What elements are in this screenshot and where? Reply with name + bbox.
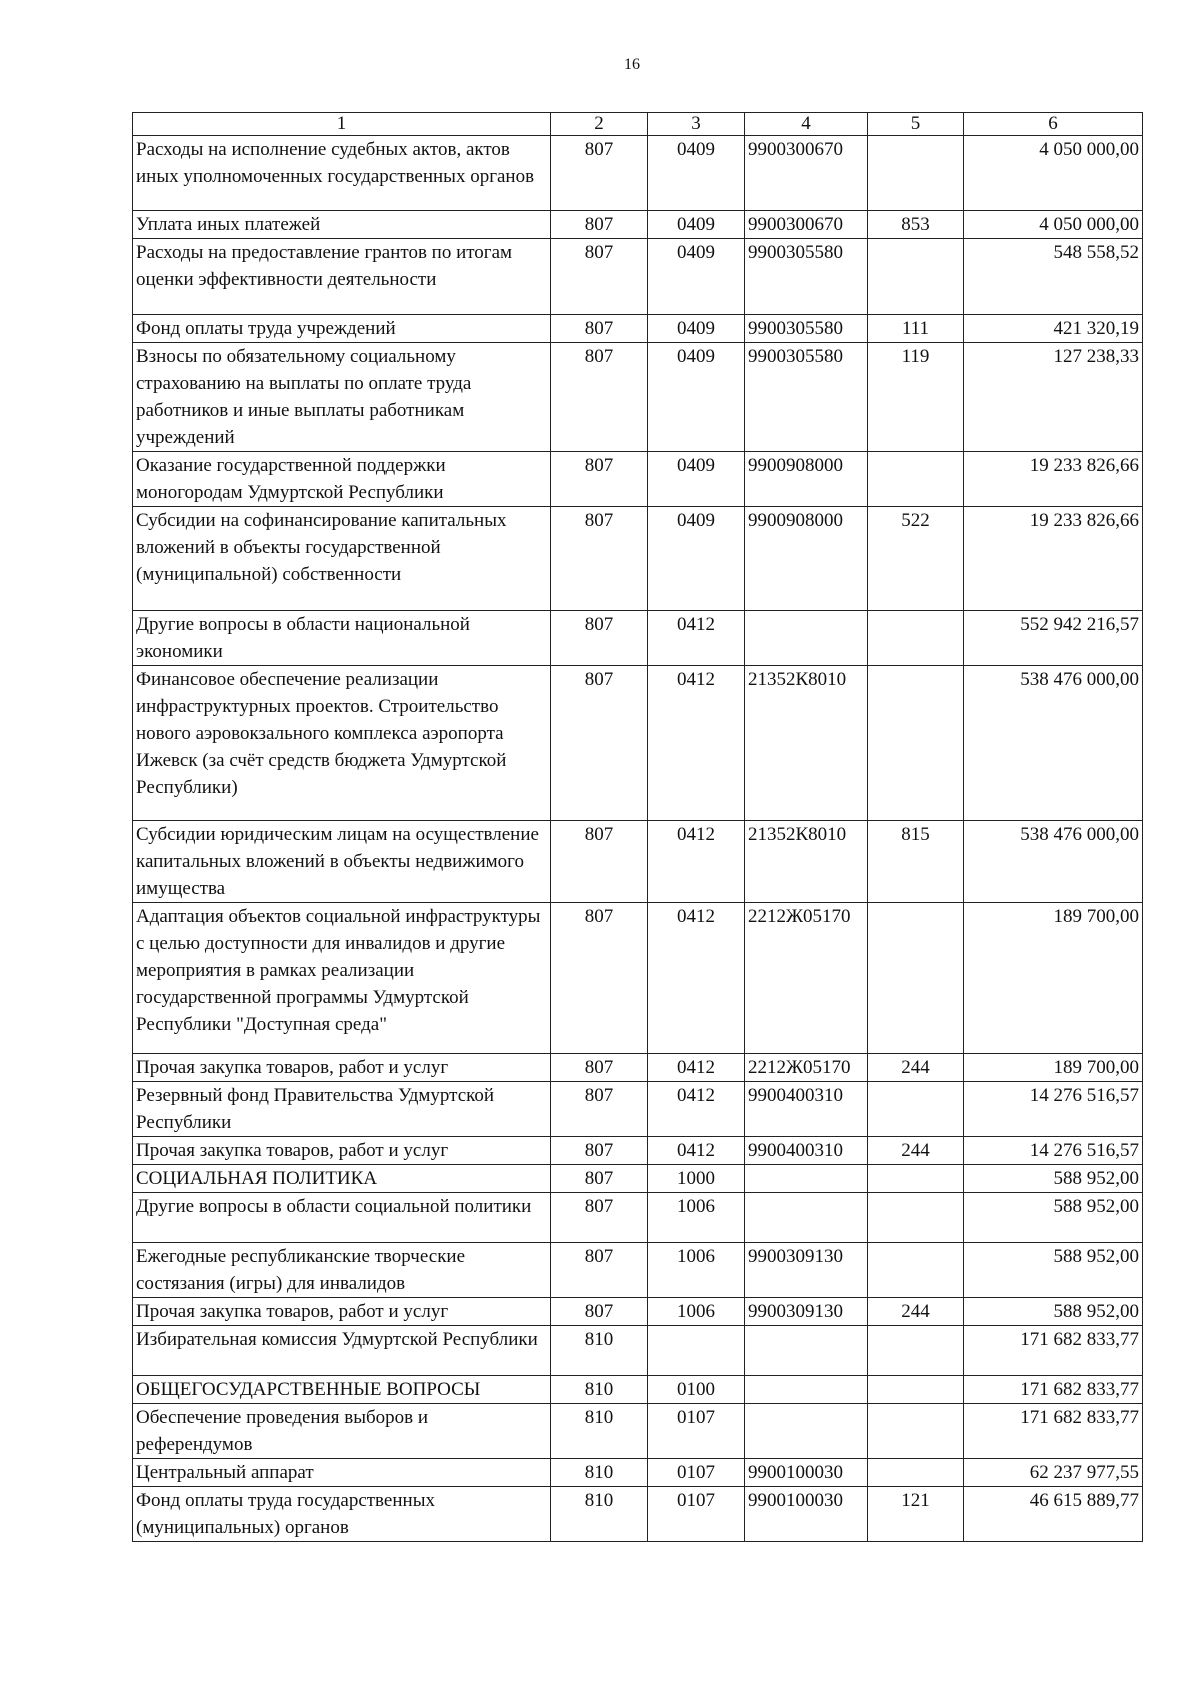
row-amount: 189 700,00: [964, 903, 1143, 1054]
row-description: Финансовое обеспечение реализации инфраструктурных проектов. Строительство нового аэровокзального комплекса аэропорта Ижевск (за счёт средств бюджета Удмуртской Республики): [133, 666, 551, 821]
header-col-4: 4: [745, 113, 868, 136]
header-col-6: 6: [964, 113, 1143, 136]
row-description: Другие вопросы в области социальной политики: [133, 1193, 551, 1243]
row-amount: 552 942 216,57: [964, 611, 1143, 666]
table-row: [133, 507, 1143, 611]
row-amount: 588 952,00: [964, 1298, 1143, 1326]
row-col-5: [868, 239, 964, 315]
row-col-2: 807: [551, 507, 648, 611]
table-row: [133, 1404, 1143, 1459]
row-col-2: 807: [551, 1082, 648, 1137]
row-description: Расходы на предоставление грантов по итогам оценки эффективности деятельности: [133, 239, 551, 315]
header-col-3: 3: [648, 113, 745, 136]
row-col-5: [868, 136, 964, 211]
row-amount: 538 476 000,00: [964, 666, 1143, 821]
row-col-3: 1006: [648, 1243, 745, 1298]
table-row: [133, 1376, 1143, 1404]
table-row: [133, 903, 1143, 1054]
table-row: [133, 821, 1143, 903]
row-col-4: 9900300670: [745, 136, 868, 211]
row-col-5: 815: [868, 821, 964, 903]
row-col-3: 0409: [648, 452, 745, 507]
row-col-4: 9900100030: [745, 1459, 868, 1487]
row-col-2: 807: [551, 1054, 648, 1082]
row-col-4: 21352К8010: [745, 821, 868, 903]
row-col-3: 0412: [648, 821, 745, 903]
row-amount: 189 700,00: [964, 1054, 1143, 1082]
row-description: Избирательная комиссия Удмуртской Республики: [133, 1326, 551, 1376]
table-row: [133, 211, 1143, 239]
table-row: [133, 452, 1143, 507]
row-amount: 4 050 000,00: [964, 211, 1143, 239]
table-row: [133, 1326, 1143, 1376]
row-col-3: 0107: [648, 1459, 745, 1487]
row-col-5: 111: [868, 315, 964, 343]
row-col-3: 0412: [648, 1137, 745, 1165]
table-row: [133, 136, 1143, 211]
row-col-2: 807: [551, 136, 648, 211]
row-amount: 127 238,33: [964, 343, 1143, 452]
row-col-3: 0412: [648, 611, 745, 666]
row-col-5: 853: [868, 211, 964, 239]
row-col-4: 9900400310: [745, 1082, 868, 1137]
row-col-2: 807: [551, 903, 648, 1054]
row-description: Прочая закупка товаров, работ и услуг: [133, 1298, 551, 1326]
row-description: Резервный фонд Правительства Удмуртской Республики: [133, 1082, 551, 1137]
row-col-3: 0409: [648, 315, 745, 343]
row-description: Субсидии юридическим лицам на осуществление капитальных вложений в объекты недвижимого имущества: [133, 821, 551, 903]
row-description: Адаптация объектов социальной инфраструктуры с целью доступности для инвалидов и другие мероприятия в рамках реализации государственной программы Удмуртской Республики "Доступная среда": [133, 903, 551, 1054]
row-col-2: 810: [551, 1326, 648, 1376]
row-col-3: 0100: [648, 1376, 745, 1404]
row-amount: 14 276 516,57: [964, 1082, 1143, 1137]
row-description: Фонд оплаты труда государственных (муниципальных) органов: [133, 1487, 551, 1542]
row-col-5: 119: [868, 343, 964, 452]
table-row: [133, 1137, 1143, 1165]
row-col-4: 9900908000: [745, 452, 868, 507]
row-col-2: 810: [551, 1404, 648, 1459]
row-col-5: [868, 666, 964, 821]
row-col-3: 1006: [648, 1298, 745, 1326]
row-col-4: 9900305580: [745, 315, 868, 343]
row-amount: 19 233 826,66: [964, 452, 1143, 507]
row-col-5: 244: [868, 1137, 964, 1165]
row-col-4: 21352К8010: [745, 666, 868, 821]
row-col-4: [745, 1165, 868, 1193]
table-row: [133, 1082, 1143, 1137]
row-col-3: 0409: [648, 343, 745, 452]
row-amount: 588 952,00: [964, 1165, 1143, 1193]
row-amount: 46 615 889,77: [964, 1487, 1143, 1542]
row-col-2: 810: [551, 1487, 648, 1542]
row-description: СОЦИАЛЬНАЯ ПОЛИТИКА: [133, 1165, 551, 1193]
table-row: [133, 1054, 1143, 1082]
row-col-2: 807: [551, 1137, 648, 1165]
budget-table: [132, 112, 1143, 1542]
table-row: [133, 1193, 1143, 1243]
row-col-4: 2212Ж05170: [745, 1054, 868, 1082]
row-col-5: [868, 903, 964, 1054]
row-description: Прочая закупка товаров, работ и услуг: [133, 1054, 551, 1082]
row-amount: 538 476 000,00: [964, 821, 1143, 903]
table-row: [133, 239, 1143, 315]
row-description: Прочая закупка товаров, работ и услуг: [133, 1137, 551, 1165]
row-col-2: 807: [551, 452, 648, 507]
row-col-5: 244: [868, 1298, 964, 1326]
row-col-4: [745, 1326, 868, 1376]
row-col-2: 807: [551, 239, 648, 315]
row-col-3: 0412: [648, 1082, 745, 1137]
header-col-1: 1: [133, 113, 551, 136]
table-row: [133, 1243, 1143, 1298]
row-description: Оказание государственной поддержки моногородам Удмуртской Республики: [133, 452, 551, 507]
row-col-4: 9900305580: [745, 343, 868, 452]
row-col-5: 244: [868, 1054, 964, 1082]
row-description: Другие вопросы в области национальной экономики: [133, 611, 551, 666]
row-col-5: [868, 1243, 964, 1298]
row-description: ОБЩЕГОСУДАРСТВЕННЫЕ ВОПРОСЫ: [133, 1376, 551, 1404]
row-col-3: 0412: [648, 1054, 745, 1082]
row-col-3: 1000: [648, 1165, 745, 1193]
row-col-2: 807: [551, 1193, 648, 1243]
row-description: Центральный аппарат: [133, 1459, 551, 1487]
row-col-5: [868, 1404, 964, 1459]
row-col-5: [868, 1082, 964, 1137]
row-col-4: 9900400310: [745, 1137, 868, 1165]
row-description: Ежегодные республиканские творческие состязания (игры) для инвалидов: [133, 1243, 551, 1298]
row-col-3: 0409: [648, 211, 745, 239]
table-row: [133, 1459, 1143, 1487]
row-amount: 588 952,00: [964, 1243, 1143, 1298]
row-col-4: 9900305580: [745, 239, 868, 315]
header-col-2: 2: [551, 113, 648, 136]
row-col-3: [648, 1326, 745, 1376]
row-col-3: 0409: [648, 136, 745, 211]
row-amount: 171 682 833,77: [964, 1326, 1143, 1376]
row-col-2: 807: [551, 611, 648, 666]
row-col-2: 807: [551, 315, 648, 343]
row-col-5: [868, 1459, 964, 1487]
row-col-2: 807: [551, 821, 648, 903]
row-description: Расходы на исполнение судебных актов, актов иных уполномоченных государственных органов: [133, 136, 551, 211]
row-col-3: 0409: [648, 507, 745, 611]
table-row: [133, 343, 1143, 452]
table-header-row: [133, 113, 1143, 136]
row-description: Уплата иных платежей: [133, 211, 551, 239]
row-col-3: 0412: [648, 666, 745, 821]
row-col-2: 807: [551, 666, 648, 821]
row-col-2: 807: [551, 1298, 648, 1326]
row-col-5: [868, 611, 964, 666]
table-row: [133, 315, 1143, 343]
row-amount: 548 558,52: [964, 239, 1143, 315]
row-col-3: 0409: [648, 239, 745, 315]
row-description: Взносы по обязательному социальному страхованию на выплаты по оплате труда работников и иные выплаты работникам учреждений: [133, 343, 551, 452]
row-amount: 171 682 833,77: [964, 1404, 1143, 1459]
row-description: Субсидии на софинансирование капитальных вложений в объекты государственной (муниципальной) собственности: [133, 507, 551, 611]
row-col-4: 2212Ж05170: [745, 903, 868, 1054]
row-col-4: 9900908000: [745, 507, 868, 611]
row-col-3: 0107: [648, 1487, 745, 1542]
table-body: [133, 136, 1143, 1542]
header-col-5: 5: [868, 113, 964, 136]
row-col-2: 810: [551, 1459, 648, 1487]
row-amount: 14 276 516,57: [964, 1137, 1143, 1165]
row-col-2: 807: [551, 1165, 648, 1193]
row-col-5: [868, 1326, 964, 1376]
row-col-4: 9900100030: [745, 1487, 868, 1542]
row-description: Обеспечение проведения выборов и референдумов: [133, 1404, 551, 1459]
row-amount: 4 050 000,00: [964, 136, 1143, 211]
table-row: [133, 611, 1143, 666]
table-row: [133, 1298, 1143, 1326]
row-amount: 19 233 826,66: [964, 507, 1143, 611]
row-col-2: 807: [551, 211, 648, 239]
row-col-5: 522: [868, 507, 964, 611]
table-row: [133, 1165, 1143, 1193]
row-col-4: [745, 1193, 868, 1243]
row-col-5: 121: [868, 1487, 964, 1542]
page-number: 16: [624, 56, 640, 73]
row-amount: 421 320,19: [964, 315, 1143, 343]
row-col-4: [745, 611, 868, 666]
row-col-3: 1006: [648, 1193, 745, 1243]
row-col-5: [868, 1376, 964, 1404]
row-col-5: [868, 1165, 964, 1193]
row-amount: 588 952,00: [964, 1193, 1143, 1243]
row-col-5: [868, 1193, 964, 1243]
row-col-3: 0107: [648, 1404, 745, 1459]
row-col-4: 9900309130: [745, 1298, 868, 1326]
row-col-4: [745, 1376, 868, 1404]
row-description: Фонд оплаты труда учреждений: [133, 315, 551, 343]
row-col-3: 0412: [648, 903, 745, 1054]
row-col-4: 9900300670: [745, 211, 868, 239]
row-amount: 62 237 977,55: [964, 1459, 1143, 1487]
row-col-2: 810: [551, 1376, 648, 1404]
row-col-4: [745, 1404, 868, 1459]
row-amount: 171 682 833,77: [964, 1376, 1143, 1404]
row-col-5: [868, 452, 964, 507]
table-row: [133, 666, 1143, 821]
row-col-4: 9900309130: [745, 1243, 868, 1298]
table-row: [133, 1487, 1143, 1542]
row-col-2: 807: [551, 1243, 648, 1298]
row-col-2: 807: [551, 343, 648, 452]
